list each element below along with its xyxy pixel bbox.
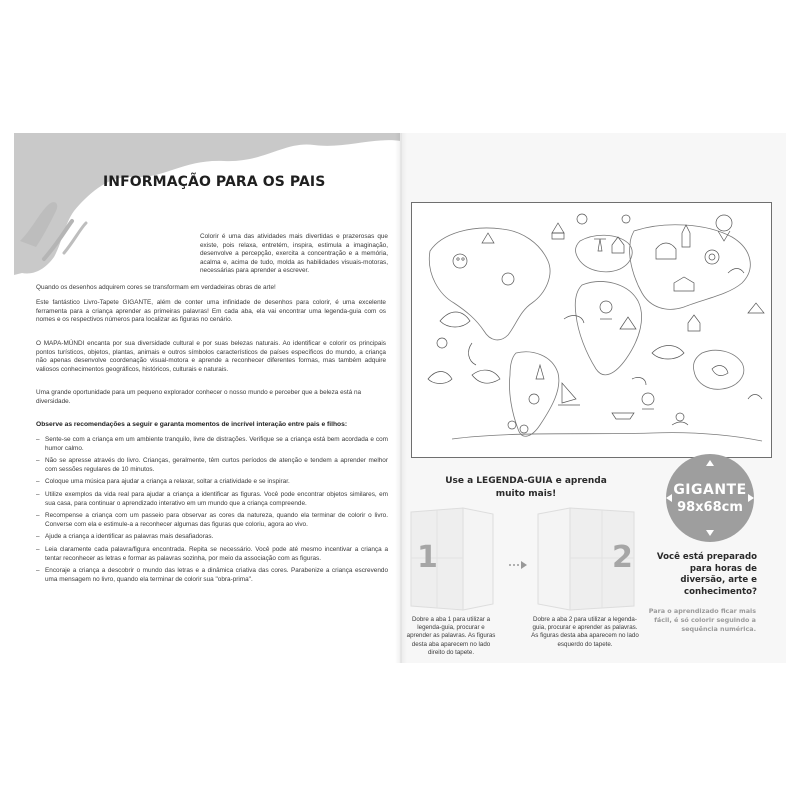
list-item: – Leia claramente cada palavra/figura encontrada. Repita se necessário. Você pode até mesmo incentivar a criança a tentar reconhecer as letras e formar as palavras sozinha, por meio da associação com as figuras.	[36, 546, 388, 563]
prepared-question: Você está preparado para horas de diversão, arte e conhecimento?	[656, 552, 757, 597]
coloring-tip: Para o aprendizado ficar mais fácil, é só colorir seguindo a sequência numérica.	[648, 607, 756, 633]
badge-word: GIGANTE	[673, 482, 747, 498]
paragraph: Este fantástico Livro-Tapete GIGANTE, além de conter uma infinidade de desenhos para colorir, é uma excelente ferramenta para a criança aprender as primeiras palavras! Em cada aba, ela vai encontrar uma legenda-guia com os nomes e os respectivos números para localizar as figuras no cenário.	[36, 299, 386, 324]
list-item: – Encoraje a criança a descobrir o mundo das letras e a dinâmica criativa das cores. Parabenize a criança escrevendo uma mensagem no livro, quando ela terminar de colorir sua "obra-prima".	[36, 567, 388, 584]
paragraph: O MAPA-MÚNDI encanta por sua diversidade cultural e por suas belezas naturais. Ao identificar e colorir os principais pontos turísticos, objetos, plantas, animais e outros símbolos característicos de países específicos do mundo, a criança não apenas desenvolve coordenação visual-motora e aprende a reconhecer diferentes formas, mas também adquire valiosos conhecimentos geográficos, históricos, culturais e naturais.	[36, 340, 386, 373]
list-item: – Sente-se com a criança em um ambiente tranquilo, livre de distrações. Verifique se a criança está bem acordada e com humor calmo.	[36, 436, 388, 453]
world-map-illustration	[411, 202, 772, 458]
paragraph: Quando os desenhos adquirem cores se transformam em verdadeiras obras de arte!	[36, 284, 276, 291]
fold-number-2: 2	[612, 540, 633, 575]
paragraph: Uma grande oportunidade para um pequeno explorador conhecer o nosso mundo e perceber que a beleza está na diversidade.	[36, 389, 362, 405]
intro-paragraph: Colorir é uma das atividades mais divertidas e prazerosas que existe, pois relaxa, entretém, inspira, estimula a imaginação, desenvolve a percepção, exercita a concentração e a memória, acalma e, acima de tudo, molda as habilidades visuais-motoras, necessárias para aprender a escrever.	[200, 233, 388, 275]
recommendations-heading: Observe as recomendações a seguir e garanta momentos de incrível interação entre pais e filhos:	[36, 421, 348, 428]
list-item: – Ajude a criança a identificar as palavras mais desafiadoras.	[36, 533, 388, 542]
fold-number-1: 1	[417, 540, 438, 575]
list-item: – Não se apresse através do livro. Crianças, geralmente, têm curtos períodos de atenção e tendem a aprender melhor com sessões regulares de 10 minutos.	[36, 457, 388, 474]
world-map-drawing	[412, 203, 771, 457]
page-heading: INFORMAÇÃO PARA OS PAIS	[103, 174, 326, 190]
list-item: – Recompense a criança com um passeio para observar as cores da natureza, quando ela terminar de colorir o livro. Converse com ela e estimule-a a reconhecer algumas das figuras que coloriu, agora ao vivo.	[36, 512, 388, 529]
list-item: – Coloque uma música para ajudar a criança a relaxar, soltar a criatividade e se inspirar.	[36, 478, 388, 487]
fold-caption-2: Dobre a aba 2 para utilizar a legenda-guia, procurar e aprender as palavras. As figuras desta aba aparecem no lado esquerdo do tapete.	[531, 616, 639, 648]
badge-size: 98x68cm	[677, 500, 743, 515]
dots-arrow-right-icon	[508, 560, 530, 570]
tips-list	[36, 436, 388, 588]
fold-caption-1: Dobre a aba 1 para utilizar a legenda-guia, procurar e aprender as palavras. As figuras desta aba aparecem no lado direito do tapete.	[406, 616, 496, 656]
list-item: – Utilize exemplos da vida real para ajudar a criança a identificar as figuras. Você pode encontrar objetos similares, em sua casa, para continuar o aprendizado interativo em um mundo que a criança compreende.	[36, 491, 388, 508]
legenda-guia-title: Use a LEGENDA-GUIA e aprenda muito mais!	[445, 476, 607, 499]
